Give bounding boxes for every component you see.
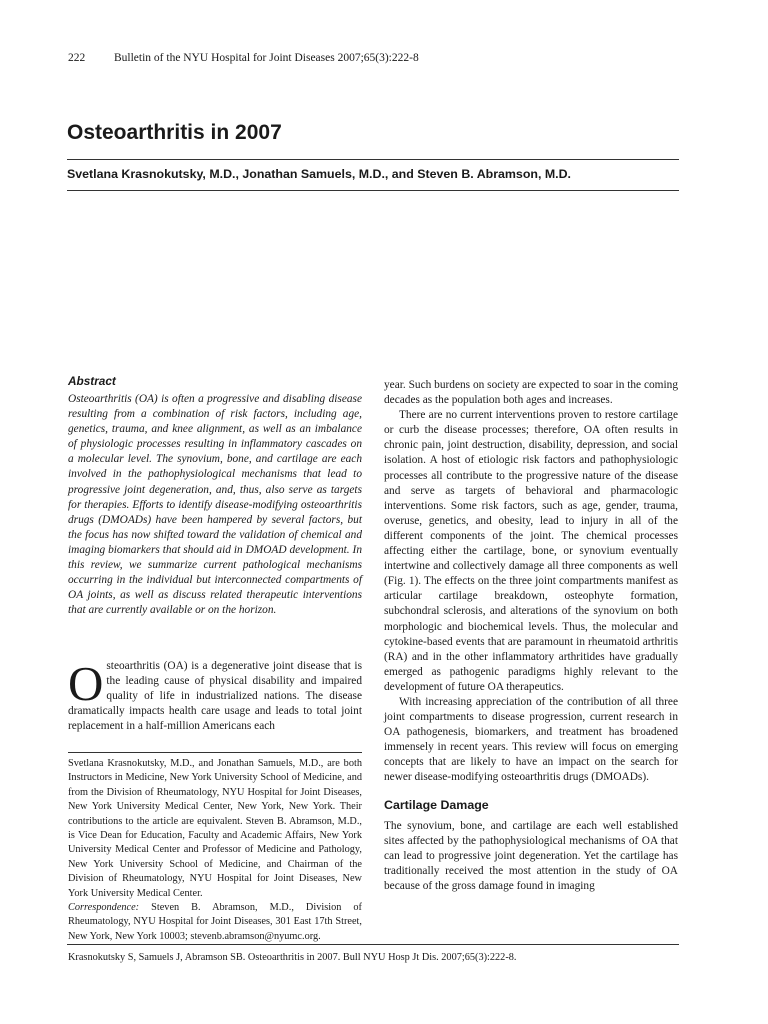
author-list: Svetlana Krasnokutsky, M.D., Jonathan Samuels, M.D., and Steven B. Abramson, M.D. — [67, 167, 572, 181]
paragraph-1: year. Such burdens on society are expected to soar in the coming decades as the population both ages and increases. — [384, 379, 678, 407]
right-column — [384, 378, 678, 894]
section-heading-cartilage-damage: Cartilage Damage — [384, 797, 489, 812]
paragraph-3: With increasing appreciation of the contribution of all three joint compartments to disease progression, current research in OA pathogenesis, biomarkers, and treatment has broadened immensely in recent years. This review will focus on emerging concepts that are likely to have an impact on the search for newer disease-modifying osteoarthritis drugs (DMOADs). — [384, 695, 678, 784]
page-number: 222 — [68, 52, 86, 64]
footnote-rule — [68, 752, 362, 753]
paragraph-2: There are no current interventions proven to restore cartilage or curb the disease processes; therefore, OA often results in chronic pain, joint destruction, disability, depression, and social isolation. A host of etiologic risk factors and pathophysiologic processes all contribute to the progressive nature of the disease and serve as targets of behavioral and pharmacologic interventions. Some risk factors, such as age, gender, trauma, overuse, genetics, and obesity, lead to injury in all of the different components of the joint. The chemical processes affecting either the cartilage, bone, or synovium eventually intertwine and collectively damage all three components as well (Fig. 1). The effects on the three joint compartments manifest as articular cartilage breakdown, osteophyte formation, subchondral sclerosis, and alterations of the synovium on both morphologic and biochemical levels. Thus, the molecular and cytokine-based events that are paramount in rheumatoid arthritis (RA) and in the other inflammatory arthritides have gradually emerged as pathogenic paradigms highly relevant to the development of future OA therapeutics. — [384, 409, 678, 693]
footnote-correspondence — [68, 901, 362, 944]
author-rule — [67, 190, 679, 191]
paragraph-4: The synovium, bone, and cartilage are each well established sites affected by the pathophysiological mechanisms of OA that can lead to progressive joint degeneration. Yet the cartilage has traditionally received the most attention in the study of OA because of the gross damage found in imaging — [384, 819, 678, 892]
intro-paragraph — [68, 656, 362, 734]
title-rule — [67, 159, 679, 160]
abstract-heading: Abstract — [68, 374, 116, 388]
drop-cap: O — [68, 656, 104, 711]
correspondence-label: Correspondence: — [68, 902, 140, 914]
citation-rule — [67, 944, 679, 945]
footnote-affiliations: Svetlana Krasnokutsky, M.D., and Jonathan Samuels, M.D., are both Instructors in Medicine, New York University School of Medicine, and from the Division of Rheumatology, NYU Hospital for Joint Diseases, New York University Medical Center, New York, New York. Their contributions to the article are equivalent. Steven B. Abramson, M.D., is Vice Dean for Education, Faculty and Academic Affairs, New York University Medical Center and Professor of Medicine and Pathology, New York University School of Medicine, and Chairman of the Division of Rheumatology, NYU Hospital for Joint Diseases, New York University Medical Center. — [68, 758, 362, 899]
article-title: Osteoarthritis in 2007 — [67, 121, 282, 144]
running-header — [68, 52, 419, 64]
citation-line: Krasnokutsky S, Samuels J, Abramson SB. Osteoarthritis in 2007. Bull NYU Hosp Jt Dis. 2007;65(3):222-8. — [68, 952, 517, 963]
correspondence-text: Steven B. Abramson, M.D., Division of Rheumatology, NYU Hospital for Joint Diseases, 301 East 17th Street, New York, New York 10003; stevenb.abramson@nyumc.org. — [68, 902, 362, 942]
abstract-text: Osteoarthritis (OA) is often a progressive and disabling disease resulting from a combination of risk factors, including age, genetics, trauma, and knee alignment, as well as an imbalance of physiologic processes resulting in inflammatory cascades on a molecular level. The synovium, bone, and cartilage are each involved in the pathophysiological mechanisms that lead to progressive joint degeneration, and, thus, also serve as targets for therapies. Efforts to identify disease-modifying osteoarthritis drugs (DMOADs) have been hampered by several factors, but the focus has now shifted toward the validation of chemical and imaging biomarkers that should aid in DMOAD development. In this review, we summarize current pathological mechanisms occurring in the individual but interconnected compartments of OA joints, as well as discuss related therapeutic interventions that are currently available or on the horizon. — [68, 393, 362, 617]
author-footnote — [68, 757, 362, 944]
journal-reference: Bulletin of the NYU Hospital for Joint Diseases 2007;65(3):222-8 — [114, 52, 419, 64]
intro-text: steoarthritis (OA) is a degenerative joint disease that is the leading cause of physical disability and impaired quality of life in industrialized nations. The disease dramatically impacts health care usage and leads to total joint replacement in a half-million Americans each — [68, 660, 362, 733]
